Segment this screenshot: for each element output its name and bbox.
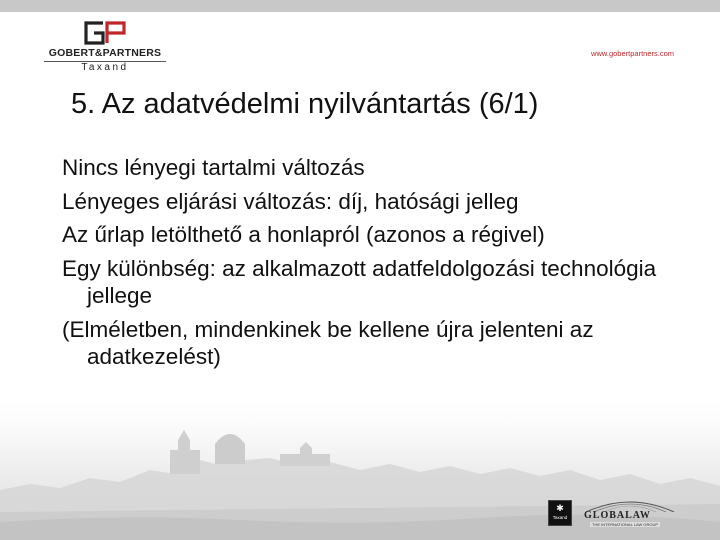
bullet-item: Egy különbség: az alkalmazott adatfeldolgozási technológia jellege [62,255,657,308]
snowflake-icon: ✱ [556,503,564,513]
taxand-badge-label: Taxand [552,515,568,520]
gp-logo-icon [83,20,127,46]
bullet-item: Nincs lényegi tartalmi változás [62,155,365,180]
top-bar [0,0,720,12]
website-url[interactable]: www.gobertpartners.com [591,49,674,58]
globalaw-name: GLOBALAW [584,510,651,521]
taxand-badge [548,500,572,526]
bullet-item: (Elméletben, mindenkinek be kellene újra jelenteni az adatkezelést) [62,316,594,369]
gobert-partners-logo [40,20,170,76]
logo-subtitle: Taxand [81,62,129,73]
bullet-item: Lényeges eljárási változás: díj, hatósági jelleg [62,188,519,214]
globalaw-logo [582,498,678,528]
logo-name: GOBERT&PARTNERS [48,47,162,59]
bullet-item: Az űrlap letölthető a honlapról (azonos a régivel) [62,222,545,247]
bullet-list [62,154,672,371]
slide-title: 5. Az adatvédelmi nyilvántartás (6/1) [71,88,539,120]
globalaw-subtitle: THE INTERNATIONAL LAW GROUP [592,522,659,527]
